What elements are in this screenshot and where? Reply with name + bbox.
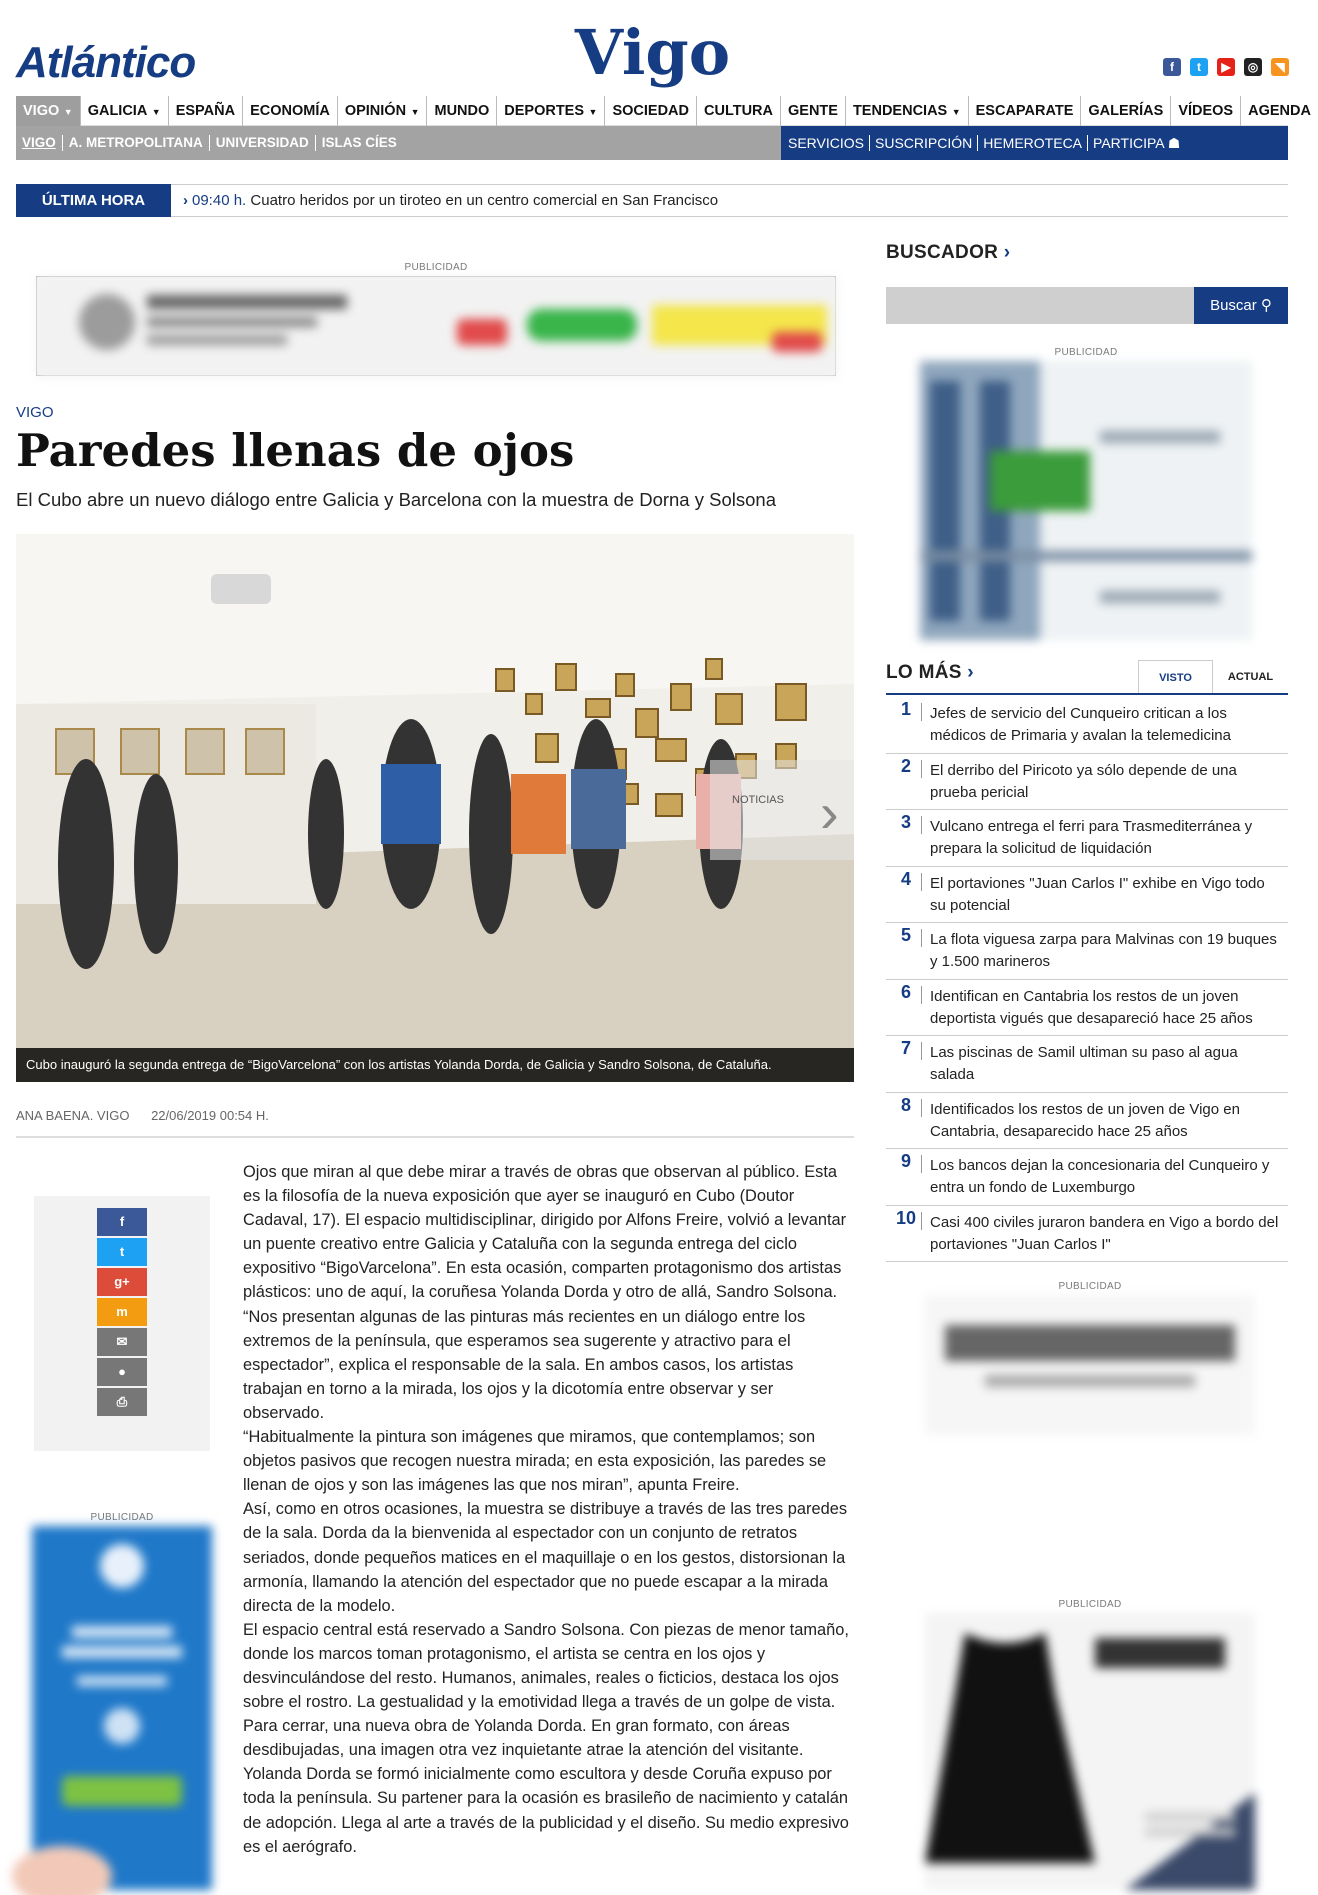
facebook-icon[interactable]: f [1163, 58, 1181, 76]
archive-link[interactable]: HEMEROTECA [978, 135, 1088, 151]
subnav-item-vigo[interactable]: VIGO [16, 135, 63, 151]
nav-item-agenda[interactable] [1241, 96, 1318, 126]
most-read-item[interactable] [886, 754, 1288, 811]
sidebar-ad[interactable] [920, 361, 1252, 640]
photo-caption: Cubo inauguró la segunda entrega de “BigoVarcelona” con los artistas Yolanda Dorda, de Galicia y Sandro Solsona, de Cataluña. [16, 1048, 854, 1082]
print-icon[interactable]: ⎙ [97, 1388, 147, 1416]
instagram-icon[interactable]: ◎ [1244, 58, 1262, 76]
most-read-title: Jefes de servicio del Cunqueiro critican a los médicos de Primaria y avalan la telemedicina [930, 705, 1231, 744]
most-read-rank: 4 [900, 868, 911, 889]
article-paragraph: El espacio central está reservado a Sandro Solsona. Con piezas de menor tamaño, donde los marcos toman protagonismo, el artista se centra en los ojos y desvinculándose del resto. Humanos, animales, reales o ficticios, destaca los ojos sobre el rostro. La gestualidad y la emotividad llega a través de un golpe de vista. Para cerrar, una nueva obra de Yolanda Dorda. En gran formato, con áreas desdibujadas, una imagen otra vez inquietante atrae la atención del visitante. Yolanda Dorda se formó inicialmente como escultora y desde Coruña expuso por toda la península. Su partener para la ocasión es brasileño de nacimiento y catalán de adopción. Llega al arte a través de la publicidad y el diseño. Su medio expresivo es el aerógrafo. [243, 1620, 849, 1856]
most-read-item[interactable] [886, 1149, 1288, 1206]
facebook-icon[interactable]: f [97, 1208, 147, 1236]
rank-divider [921, 1212, 922, 1230]
article-subtitle: El Cubo abre un nuevo diálogo entre Galicia y Barcelona con la muestra de Dorna y Solsona [16, 489, 776, 510]
most-read-title: Las piscinas de Samil ultiman su paso al agua salada [930, 1044, 1238, 1083]
nav-item-label: DEPORTES [504, 102, 585, 119]
nav-item-vigo[interactable] [16, 96, 81, 126]
most-read-rank: 2 [900, 755, 911, 776]
nav-item-vídeos[interactable] [1171, 96, 1241, 126]
nav-item-label: TENDENCIAS [852, 102, 948, 119]
article-body [243, 1160, 855, 1859]
nav-item-label: SOCIEDAD [612, 102, 689, 119]
search-heading [886, 242, 1010, 264]
most-read-title: El derribo del Piricoto ya sólo depende de una prueba pericial [930, 761, 1237, 801]
nav-item-label: OPINIÓN [344, 102, 407, 119]
most-read-title: La flota viguesa zarpa para Malvinas con 19 buques y 1.500 marineros [930, 931, 1277, 970]
most-read-item[interactable] [886, 810, 1288, 867]
social-links [1163, 58, 1289, 76]
rank-divider [921, 1155, 922, 1173]
breaking-news-link[interactable] [183, 192, 718, 209]
article-paragraph: Ojos que miran al que debe mirar a través de obras que observan al público. Esta es la filosofía de la nueva exposición que ayer se inauguró en Cubo (Doutor Cadaval, 17). El espacio multidisciplinar, dirigido por Alfons Freire, volvió a levantar un puente creativo entre Galicia y Cataluña con la segunda entrega del ciclo expositivo “BigoVarcelona”. En esta ocasión, comparten protagonismo dos artistas plásticos: uno de aquí, la coruñesa Yolanda Dorda y otro de allá, Sandro Solsona. “Nos presentan algunas de las pinturas más recientes en un diálogo entre los extremos de la península, que esperamos sea sugerente y atractivo para el espectador”, explica el responsable de la sala. En ambos casos, los artistas trabajan en torno a la mirada, los ojos y la dicotomía entre observar y ser observado. [243, 1163, 847, 1422]
tab-actual[interactable]: ACTUAL [1227, 671, 1274, 683]
article-byline [16, 1108, 854, 1138]
rank-divider [921, 703, 922, 721]
caret-down-icon: ▼ [586, 106, 598, 117]
most-read-item[interactable] [886, 980, 1288, 1037]
most-read-title: Identifican en Cantabria los restos de un joven deportista vigués que desapareció hace 25 años [930, 987, 1253, 1027]
nav-item-label: VÍDEOS [1178, 102, 1234, 119]
chevron-right-icon: › [967, 662, 974, 683]
most-read-title: El portaviones "Juan Carlos I" exhibe en Vigo todo su potencial [930, 874, 1265, 914]
most-read-title: Los bancos dejan la concesionaria del Cunqueiro y entra un fondo de Luxemburgo [930, 1157, 1270, 1196]
most-read-heading-label: LO MÁS [886, 662, 962, 683]
most-read-heading [886, 662, 974, 684]
nav-item-label: ESCAPARATE [975, 102, 1074, 119]
nav-item-label: GALICIA [87, 102, 148, 119]
nav-item-gente[interactable] [781, 96, 846, 126]
most-read-rank: 10 [896, 1207, 917, 1228]
most-read-item[interactable] [886, 1093, 1288, 1150]
ad-label: PUBLICIDAD [90, 1512, 154, 1523]
nav-item-label: GALERÍAS [1088, 102, 1164, 119]
caret-down-icon: ▼ [61, 106, 73, 117]
most-read-rank: 3 [900, 812, 911, 832]
chevron-right-icon: › [1003, 242, 1011, 263]
nav-item-sociedad[interactable] [605, 96, 697, 126]
search-button-label: Buscar [1210, 297, 1257, 314]
search-heading-label: BUSCADOR [886, 242, 999, 263]
most-read-item[interactable] [886, 1206, 1288, 1263]
caret-down-icon: ▼ [408, 106, 420, 117]
rss-icon[interactable]: ◥ [1271, 58, 1289, 76]
ad-label: PUBLICIDAD [1058, 1599, 1122, 1610]
twitter-icon[interactable]: t [97, 1238, 147, 1266]
most-read-item[interactable] [886, 697, 1288, 754]
article-author: ANA BAENA. VIGO [16, 1108, 130, 1123]
most-read-rank: 5 [900, 925, 911, 945]
breaking-news-time: 09:40 h. [192, 192, 247, 209]
article-paragraph: “Habitualmente la pintura son imágenes que miramos, que contemplamos; son objetos pasivos que recogen nuestra mirada; en esta exposición, las paredes se llenan de ojos y son las imágenes las que nos miran”, apunta Freire. [243, 1428, 827, 1495]
comment-icon[interactable]: ● [97, 1358, 147, 1386]
ad-label: PUBLICIDAD [404, 262, 468, 273]
most-read-rank: 8 [900, 1094, 911, 1115]
most-read-item[interactable] [886, 923, 1288, 980]
gallery-next-button[interactable] [710, 760, 854, 860]
search-input[interactable] [886, 287, 1194, 324]
rank-divider [921, 986, 922, 1004]
breaking-news-label: ÚLTIMA HORA [16, 184, 171, 217]
gallery-label: NOTICIAS [732, 794, 784, 806]
most-read-rank: 1 [900, 699, 911, 719]
participate-label: PARTICIPA [1093, 135, 1164, 151]
caret-down-icon: ▼ [949, 106, 961, 117]
share-toolbar [34, 1196, 210, 1451]
ad-label: PUBLICIDAD [1054, 347, 1118, 358]
main-navigation [16, 96, 1311, 126]
edition-title[interactable]: Vigo [574, 16, 731, 89]
nav-item-españa[interactable] [169, 96, 243, 126]
nav-item-galicia[interactable] [81, 96, 169, 126]
banner-ad[interactable] [36, 276, 836, 376]
nav-item-galerías[interactable] [1081, 96, 1171, 126]
rank-divider [921, 760, 922, 778]
nav-item-opinión[interactable] [338, 96, 428, 126]
email-icon[interactable]: ✉ [97, 1328, 147, 1356]
caret-down-icon: ▼ [149, 106, 161, 117]
article-date: 22/06/2019 00:54 H. [151, 1108, 269, 1123]
breaking-news-text: Cuatro heridos por un tiroteo en un centro comercial en San Francisco [250, 192, 719, 209]
twitter-icon[interactable]: t [1190, 58, 1208, 76]
nav-item-economía[interactable] [243, 96, 338, 126]
users-icon: ☗ [1167, 135, 1181, 151]
tabs-divider [886, 693, 1288, 695]
participate-link[interactable] [1088, 135, 1185, 151]
article-title: Paredes llenas de ojos [16, 424, 575, 477]
most-read-tabs [1138, 660, 1288, 694]
subnav-item-islas-cies[interactable]: ISLAS CÍES [321, 135, 397, 150]
services-navigation [781, 126, 1288, 160]
tab-visto[interactable]: VISTO [1138, 660, 1213, 694]
nav-item-deportes[interactable] [497, 96, 605, 126]
site-logo[interactable]: Atlántico [16, 38, 196, 87]
rank-divider [921, 929, 922, 947]
breaking-news-bar [16, 184, 1288, 217]
nav-item-label: ECONOMÍA [250, 102, 330, 119]
most-read-rank: 6 [900, 981, 911, 1002]
chevron-right-icon: › [820, 781, 839, 844]
google-plus-icon[interactable]: g+ [97, 1268, 147, 1296]
most-read-item[interactable] [886, 867, 1288, 924]
nav-item-cultura[interactable] [697, 96, 781, 126]
subnav-item-universidad[interactable]: UNIVERSIDAD [210, 135, 316, 151]
rank-divider [921, 1099, 922, 1117]
search-form [886, 287, 1288, 324]
article-paragraph: Así, como en otros ocasiones, la muestra se distribuye a través de las tres paredes de la sala. Dorda da la bienvenida al espectador con un conjunto de retratos seriados, donde pequeños matices en el maquillaje o en los gestos, distorsionan la armonía, llamando la atención del espectador que no puede escapar a la mirada directa de la modelo. [243, 1500, 848, 1615]
search-button[interactable] [1194, 287, 1288, 324]
nav-item-label: ESPAÑA [175, 102, 236, 119]
rank-divider [921, 816, 922, 834]
most-read-title: Casi 400 civiles juraron bandera en Vigo a bordo del portaviones "Juan Carlos I" [930, 1213, 1279, 1253]
nav-item-tendencias[interactable] [846, 96, 969, 126]
most-read-item[interactable] [886, 1036, 1288, 1093]
most-read-rank: 7 [900, 1038, 911, 1058]
most-read-title: Vulcano entrega el ferri para Trasmediterránea y prepara la solicitud de liquidación [930, 818, 1253, 857]
nav-item-escaparate[interactable] [969, 96, 1082, 126]
meneame-icon[interactable]: m [97, 1298, 147, 1326]
nav-item-mundo[interactable] [427, 96, 497, 126]
nav-item-label: CULTURA [704, 102, 773, 119]
rank-divider [921, 1042, 922, 1060]
ad-label: PUBLICIDAD [1058, 1281, 1122, 1292]
subscription-link[interactable]: SUSCRIPCIÓN [870, 135, 978, 151]
search-icon: ⚲ [1260, 297, 1272, 314]
section-tag[interactable]: VIGO [16, 404, 54, 421]
nav-item-label: MUNDO [434, 102, 490, 119]
skyscraper-ad[interactable] [32, 1526, 212, 1890]
chevron-right-icon: › [183, 192, 188, 209]
subnav-item-metropolitana[interactable]: A. METROPOLITANA [63, 135, 210, 151]
services-link[interactable]: SERVICIOS [783, 135, 870, 151]
most-read-list [886, 697, 1288, 1262]
rank-divider [921, 873, 922, 891]
most-read-rank: 9 [900, 1151, 911, 1171]
sidebar-ad[interactable] [925, 1613, 1255, 1890]
nav-item-label: GENTE [788, 102, 838, 119]
nav-item-label: VIGO [23, 102, 60, 119]
most-read-title: Identificados los restos de un joven de Vigo en Cantabria, desaparecido hace 25 años [930, 1100, 1240, 1140]
sidebar-ad[interactable] [925, 1295, 1255, 1435]
youtube-icon[interactable]: ▶ [1217, 58, 1235, 76]
nav-item-label: AGENDA [1248, 102, 1311, 119]
